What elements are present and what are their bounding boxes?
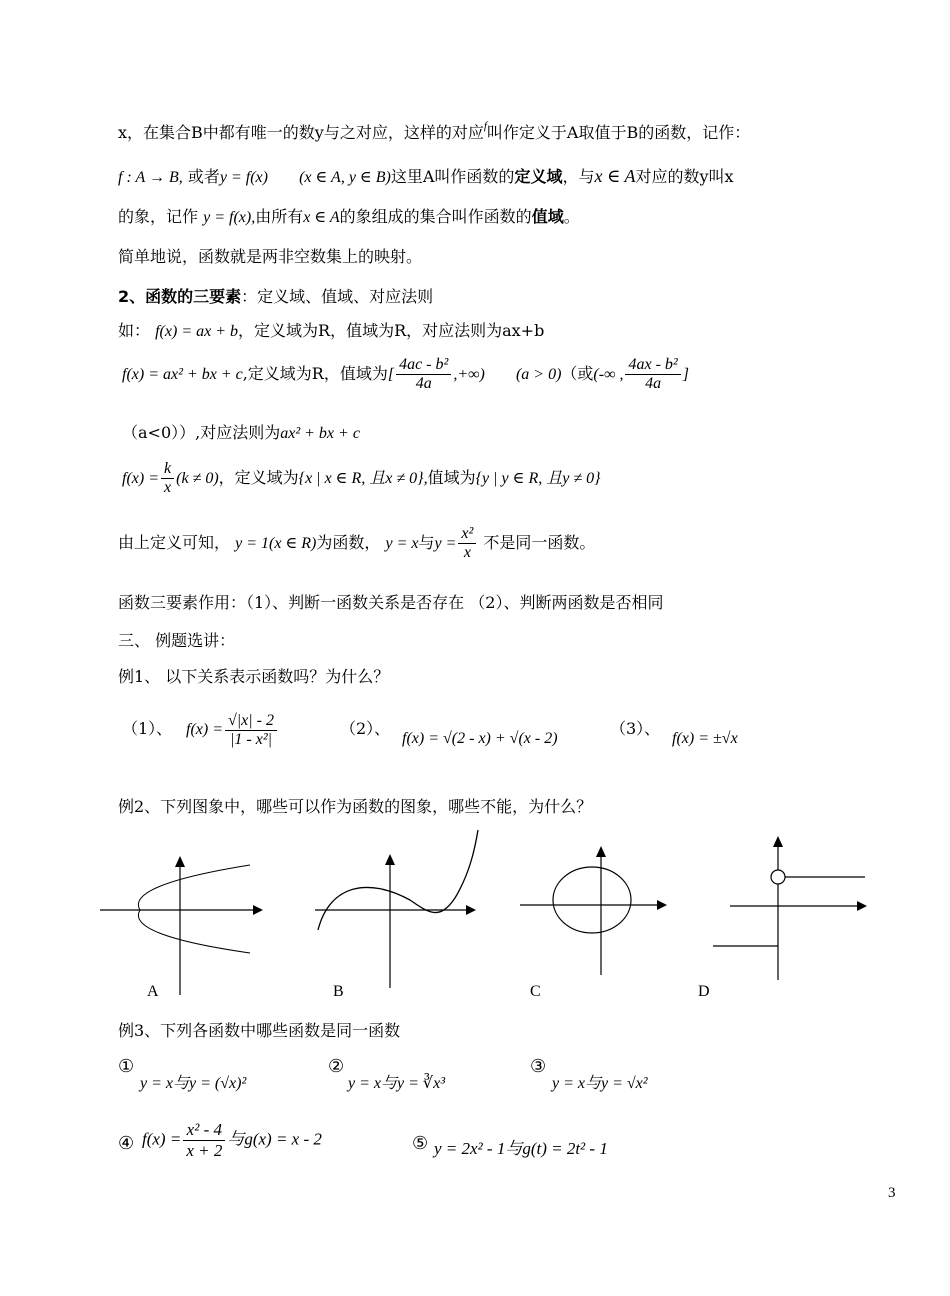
graph-a-sideways-parabola (95, 850, 275, 1000)
math: f(x) = (186, 721, 223, 739)
heading-text: ：定义域、值域、对应法则 (241, 287, 434, 306)
graph-b-curve (310, 828, 490, 993)
q1-function-1 (186, 712, 279, 749)
text: 。 (563, 207, 580, 226)
math: ,+∞) (453, 366, 485, 383)
text: 如： (118, 321, 151, 340)
graph-b-label: B (333, 983, 344, 1000)
text: 为函数， (316, 533, 381, 552)
numerator: 4ac - b² (396, 356, 451, 375)
math: x ∈ A (594, 166, 636, 186)
text: 的象，记作 (118, 207, 199, 226)
question-2-title: 例2、下列图象中，哪些可以作为函数的图象，哪些不能，为什么？ (118, 797, 593, 816)
q1-label-1: （1）、 (122, 719, 173, 738)
definition-line-2 (118, 164, 734, 187)
question-1-title: 例1、 以下关系表示函数吗？为什么？ (118, 667, 390, 686)
q1-label-3: （3）、 (610, 719, 661, 738)
math: f(x) = (142, 1129, 182, 1149)
item-1-marker: ① (118, 1056, 135, 1077)
text: 不是同一函数。 (483, 533, 596, 552)
example-linear (118, 318, 544, 341)
graph-c-label: C (530, 983, 541, 1000)
fraction (161, 460, 174, 497)
example-quadratic-cont (122, 420, 360, 443)
section-examples: 三、 例题选讲： (118, 631, 236, 650)
denominator: 4a (645, 375, 662, 392)
graph-c-circle (515, 830, 680, 980)
fraction (225, 712, 277, 749)
text: ,定义域为R，值域为 (242, 364, 388, 383)
item-5-expression: y = 2x² - 1与g(t) = 2t² - 1 (434, 1139, 608, 1158)
text: （或 (561, 364, 594, 383)
denominator: x (463, 544, 471, 561)
example-reciprocal (122, 460, 601, 497)
item-3-marker: ③ (530, 1056, 547, 1077)
text: ，定义域为 (218, 468, 299, 487)
math: ax² + bx + c (280, 425, 360, 442)
definition-line-1 (118, 120, 750, 143)
fraction (625, 356, 680, 393)
fraction (458, 525, 476, 562)
fraction (183, 1120, 225, 1161)
summary-line: 简单地说，函数就是两非空数集上的映射。 (118, 247, 423, 266)
conclusion-line (118, 525, 595, 562)
item-4-marker: ④ (118, 1133, 135, 1154)
example-quadratic (122, 356, 689, 393)
math: f(x) = ax + b (155, 323, 239, 340)
math: (x ∈ A, y ∈ B) (299, 169, 391, 186)
math: f(x) = (122, 470, 159, 487)
math: (a > 0) (515, 366, 562, 383)
text: ，定义域为R，值域为R，对应法则为ax+b (238, 321, 545, 340)
heading-bold: 2、函数的三要素 (118, 287, 242, 306)
f-symbol: f (483, 120, 487, 132)
graph-a-label: A (147, 983, 159, 1000)
denominator: |1 - x²| (229, 731, 273, 748)
math: y = f(x) (219, 169, 268, 186)
math: ] (682, 366, 689, 383)
item-3-expression: y = x与y = √x² (552, 1075, 648, 1092)
numerator: √|x| - 2 (225, 712, 277, 731)
math: (k ≠ 0) (176, 470, 219, 487)
text: 由所有 (255, 207, 304, 226)
math: f(x) = ax² + bx + c (122, 366, 243, 383)
three-elements-use: 函数三要素作用：（1）、判断一函数关系是否存在 （2）、判断两函数是否相同 (118, 593, 664, 612)
text: （a<0））,对应法则为 (122, 423, 281, 442)
math: y = x (385, 535, 419, 552)
q1-function-3: f(x) = ±√x (672, 730, 738, 747)
q1-function-2: f(x) = √(2 - x) + √(x - 2) (402, 730, 558, 747)
math: y = f(x), (203, 209, 256, 226)
item-1-expression: y = x与y = (√x)² (140, 1075, 247, 1092)
denominator: x (164, 479, 172, 496)
text: x，在集合B中都有唯一的数y与之对应，这样的对应 (118, 123, 484, 142)
math: y = 1(x ∈ R) (235, 535, 317, 552)
item-2-marker: ② (328, 1056, 345, 1077)
item-5-marker: ⑤ (412, 1133, 429, 1154)
math: 与g(x) = x - 2 (227, 1129, 322, 1149)
page-number: 3 (888, 1185, 896, 1201)
math: {y | y ∈ R, 且y ≠ 0} (475, 470, 601, 487)
math: (-∞ , (593, 366, 624, 383)
math: f : A → B, (118, 169, 183, 186)
numerator: x² - 4 (183, 1120, 225, 1141)
math: {x | x ∈ R, 且x ≠ 0}, (298, 470, 428, 487)
text: 叫作定义于A取值于B的函数，记作： (486, 123, 751, 142)
graph-d-label: D (698, 983, 710, 1000)
domain-term: 定义域 (514, 167, 563, 186)
text: 这里A叫作函数的 (390, 167, 515, 186)
text: 或者 (187, 167, 220, 186)
math: y = (434, 535, 457, 552)
math: x ∈ A (303, 209, 340, 226)
section-heading (118, 284, 433, 307)
text: 的象组成的集合叫作函数的 (339, 207, 532, 226)
text: ，与 (562, 167, 595, 186)
text: 对应的数y叫x (635, 167, 734, 186)
q1-label-2: （2）、 (340, 719, 391, 738)
numerator: k (161, 460, 174, 479)
denominator: 4a (415, 375, 432, 392)
item-4-expression (142, 1120, 322, 1161)
fraction (396, 356, 451, 393)
question-3-title: 例3、下列各函数中哪些函数是同一函数 (118, 1021, 401, 1040)
text: 值域为 (427, 468, 476, 487)
text: 与 (418, 533, 435, 552)
numerator: x² (458, 525, 476, 544)
graph-d-step (708, 830, 878, 985)
range-term: 值域 (531, 207, 564, 226)
definition-line-3 (118, 204, 580, 227)
item-2-expression: y = x与y = ∛x³ (348, 1075, 445, 1092)
text: 由上定义可知， (118, 533, 231, 552)
numerator: 4ax - b² (625, 356, 680, 375)
denominator: x + 2 (186, 1141, 223, 1160)
math: [ (387, 366, 395, 383)
